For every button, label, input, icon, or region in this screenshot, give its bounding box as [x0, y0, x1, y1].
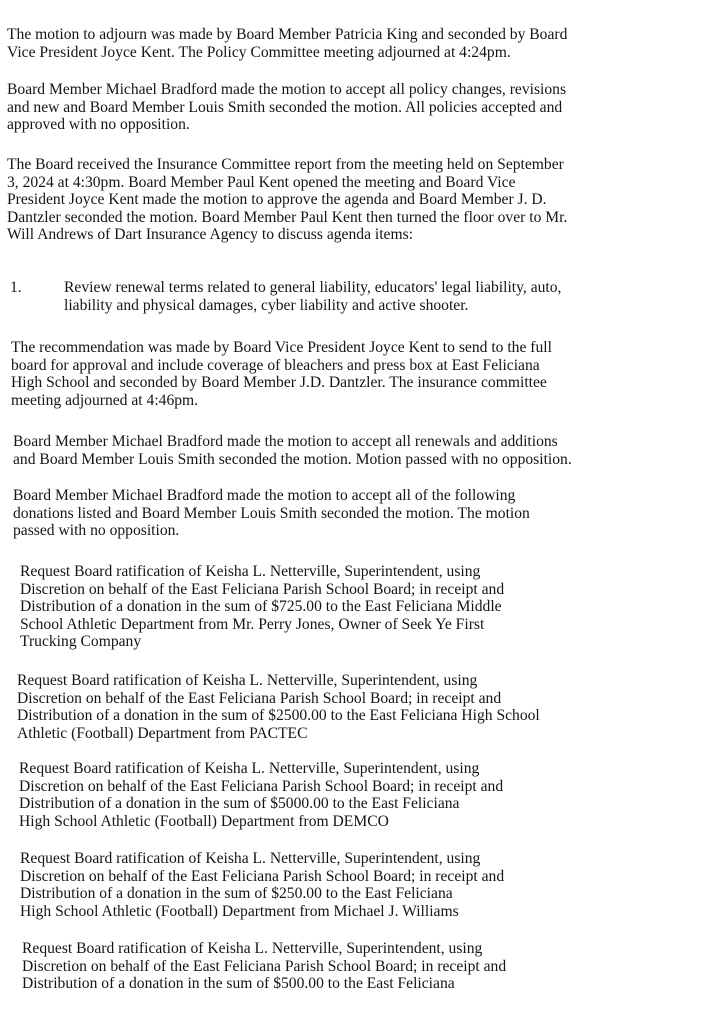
- text-line: and new and Board Member Louis Smith seconded the motion. All policies accepted and: [7, 98, 563, 116]
- text-line: High School and seconded by Board Member J.D. Dantzler. The insurance committee: [11, 374, 547, 392]
- text-line: Request Board ratification of Keisha L. Netterville, Superintendent, using: [19, 760, 480, 777]
- text-line: Athletic (Football) Department from PACTEC: [17, 724, 308, 742]
- text-line: Trucking Company: [20, 633, 142, 651]
- agenda-item-text: [64, 279, 561, 314]
- text-line: Discretion on behalf of the East Feliciana Parish School Board; in receipt and: [22, 957, 507, 975]
- text-line: High School Athletic (Football) Department from DEMCO: [19, 812, 389, 830]
- text-line: Distribution of a donation in the sum of $250.00 to the East Feliciana: [20, 885, 453, 903]
- text-line: Distribution of a donation in the sum of $5000.00 to the East Feliciana: [19, 795, 460, 813]
- text-line: Will Andrews of Dart Insurance Agency to discuss agenda items:: [7, 226, 414, 244]
- text-line: Distribution of a donation in the sum of $500.00 to the East Feliciana: [22, 975, 455, 993]
- paragraph-insurance-report: [7, 156, 567, 244]
- text-line: Review renewal terms related to general liability, educators' legal liability, auto,: [64, 279, 562, 296]
- text-line: Request Board ratification of Keisha L. Netterville, Superintendent, using: [20, 850, 481, 867]
- paragraph-policy-motion: [7, 81, 566, 134]
- text-line: approved with no opposition.: [7, 116, 190, 134]
- text-line: liability and physical damages, cyber liability and active shooter.: [64, 296, 469, 314]
- text-line: School Athletic Department from Mr. Perry Jones, Owner of Seek Ye First: [20, 615, 485, 633]
- donation-item: [22, 940, 506, 993]
- paragraph-insurance-recommendation: [11, 339, 552, 409]
- text-line: Discretion on behalf of the East Feliciana Parish School Board; in receipt and: [19, 777, 504, 795]
- text-line: Board Member Michael Bradford made the motion to accept all renewals and additions: [13, 433, 558, 450]
- paragraph-donations-motion: [13, 487, 530, 540]
- text-line: meeting adjourned at 4:46pm.: [11, 391, 199, 409]
- text-line: The Board received the Insurance Committee report from the meeting held on September: [7, 156, 564, 173]
- paragraph-renewals-motion: [13, 433, 572, 468]
- donation-item: [20, 850, 504, 920]
- text-line: Discretion on behalf of the East Feliciana Parish School Board; in receipt and: [20, 580, 505, 598]
- text-line: donations listed and Board Member Louis Smith seconded the motion. The motion: [13, 504, 530, 522]
- donation-item: [17, 672, 540, 742]
- text-line: President Joyce Kent made the motion to approve the agenda and Board Member J. D.: [7, 191, 547, 209]
- text-line: The recommendation was made by Board Vice President Joyce Kent to send to the full: [11, 339, 552, 356]
- text-line: Distribution of a donation in the sum of $2500.00 to the East Feliciana High School: [17, 707, 540, 725]
- text-line: High School Athletic (Football) Department from Michael J. Williams: [20, 902, 459, 920]
- text-line: Discretion on behalf of the East Feliciana Parish School Board; in receipt and: [20, 867, 505, 885]
- text-line: 3, 2024 at 4:30pm. Board Member Paul Kent opened the meeting and Board Vice: [7, 173, 516, 191]
- text-line: Request Board ratification of Keisha L. Netterville, Superintendent, using: [22, 940, 483, 957]
- text-line: Board Member Michael Bradford made the motion to accept all policy changes, revisions: [7, 81, 567, 98]
- donation-item: [19, 760, 503, 830]
- text-line: board for approval and include coverage of bleachers and press box at East Feliciana: [11, 356, 540, 374]
- text-line: Distribution of a donation in the sum of $725.00 to the East Feliciana Middle: [20, 598, 502, 616]
- text-line: Request Board ratification of Keisha L. Netterville, Superintendent, using: [17, 672, 478, 689]
- text-line: Board Member Michael Bradford made the motion to accept all of the following: [13, 487, 516, 504]
- paragraph-policy-adjourn: [7, 26, 567, 61]
- text-line: Vice President Joyce Kent. The Policy Committee meeting adjourned at 4:24pm.: [7, 43, 511, 61]
- text-line: passed with no opposition.: [13, 522, 180, 540]
- donation-item: [20, 563, 504, 651]
- agenda-item-number: 1.: [10, 279, 22, 296]
- text-line: The motion to adjourn was made by Board Member Patricia King and seconded by Board: [7, 26, 568, 43]
- text-line: Request Board ratification of Keisha L. Netterville, Superintendent, using: [20, 563, 481, 580]
- text-line: Dantzler seconded the motion. Board Member Paul Kent then turned the floor over to Mr.: [7, 208, 568, 226]
- text-line: Discretion on behalf of the East Feliciana Parish School Board; in receipt and: [17, 689, 502, 707]
- text-line: and Board Member Louis Smith seconded the motion. Motion passed with no opposition.: [13, 450, 572, 468]
